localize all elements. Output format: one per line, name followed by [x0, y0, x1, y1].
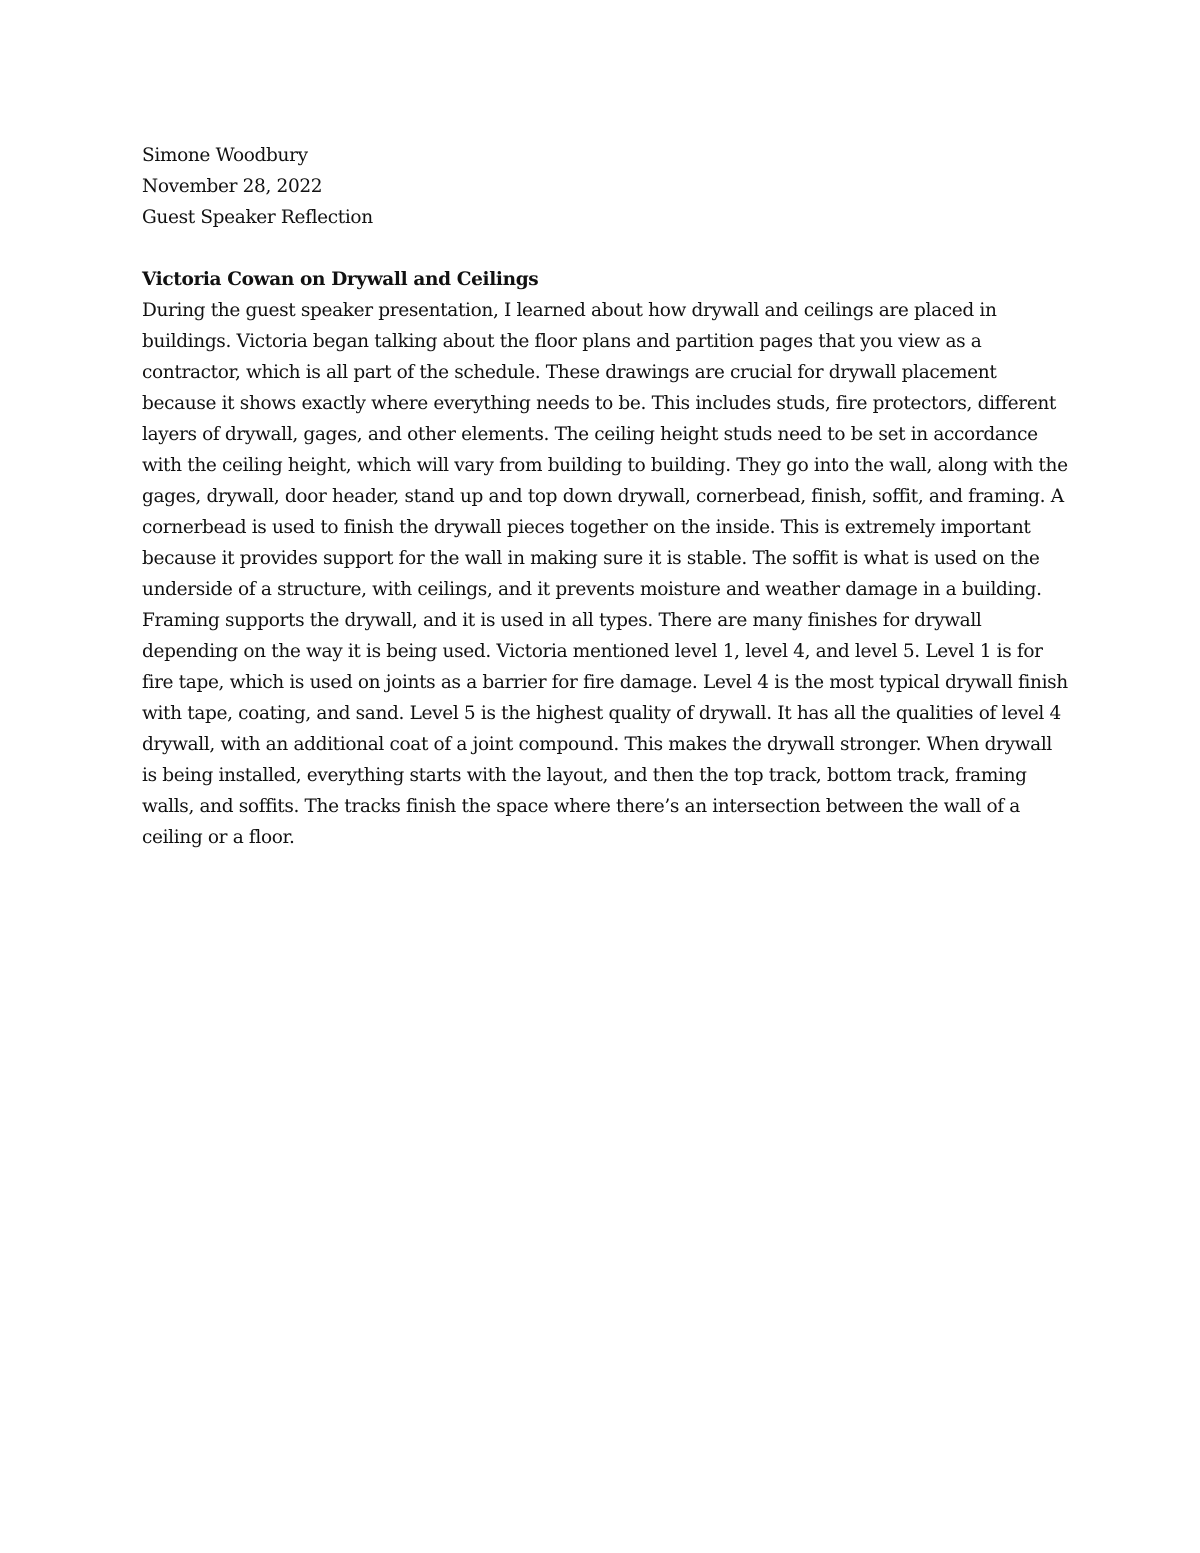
document-page: [142, 140, 1072, 853]
blank-line: [142, 233, 1072, 264]
document-date: November 28, 2022: [142, 176, 323, 197]
reflection-paragraph: During the guest speaker presentation, I learned about how drywall and ceilings are placed in buildings. Victoria began talking about the floor plans and partition pages that you view as a contractor, which is all part of the schedule. These drawings are crucial for drywall placement because it shows exactly where everything needs to be. This includes studs, fire protectors, different layers of drywall, gages, and other elements. The ceiling height studs need to be set in accordance with the ceiling height, which will vary from building to building. They go into the wall, along with the gages, drywall, door header, stand up and top down drywall, cornerbead, finish, soffit, and framing. A cornerbead is used to finish the drywall pieces together on the inside. This is extremely important because it provides support for the wall in making sure it is stable. The soffit is what is used on the underside of a structure, with ceilings, and it prevents moisture and weather damage in a building. Framing supports the drywall, and it is used in all types. There are many finishes for drywall depending on the way it is being used. Victoria mentioned level 1, level 4, and level 5. Level 1 is for fire tape, which is used on joints as a barrier for fire damage. Level 4 is the most typical drywall finish with tape, coating, and sand. Level 5 is the highest quality of drywall. It has all the qualities of level 4 drywall, with an additional coat of a joint compound. This makes the drywall stronger. When drywall is being installed, everything starts with the layout, and then the top track, bottom track, framing walls, and soffits. The tracks finish the space where there’s an intersection between the wall of a ceiling or a floor.: [142, 300, 1068, 848]
assignment-title: Guest Speaker Reflection: [142, 207, 373, 228]
author-name: Simone Woodbury: [142, 145, 308, 166]
section-heading: Victoria Cowan on Drywall and Ceilings: [142, 269, 539, 290]
